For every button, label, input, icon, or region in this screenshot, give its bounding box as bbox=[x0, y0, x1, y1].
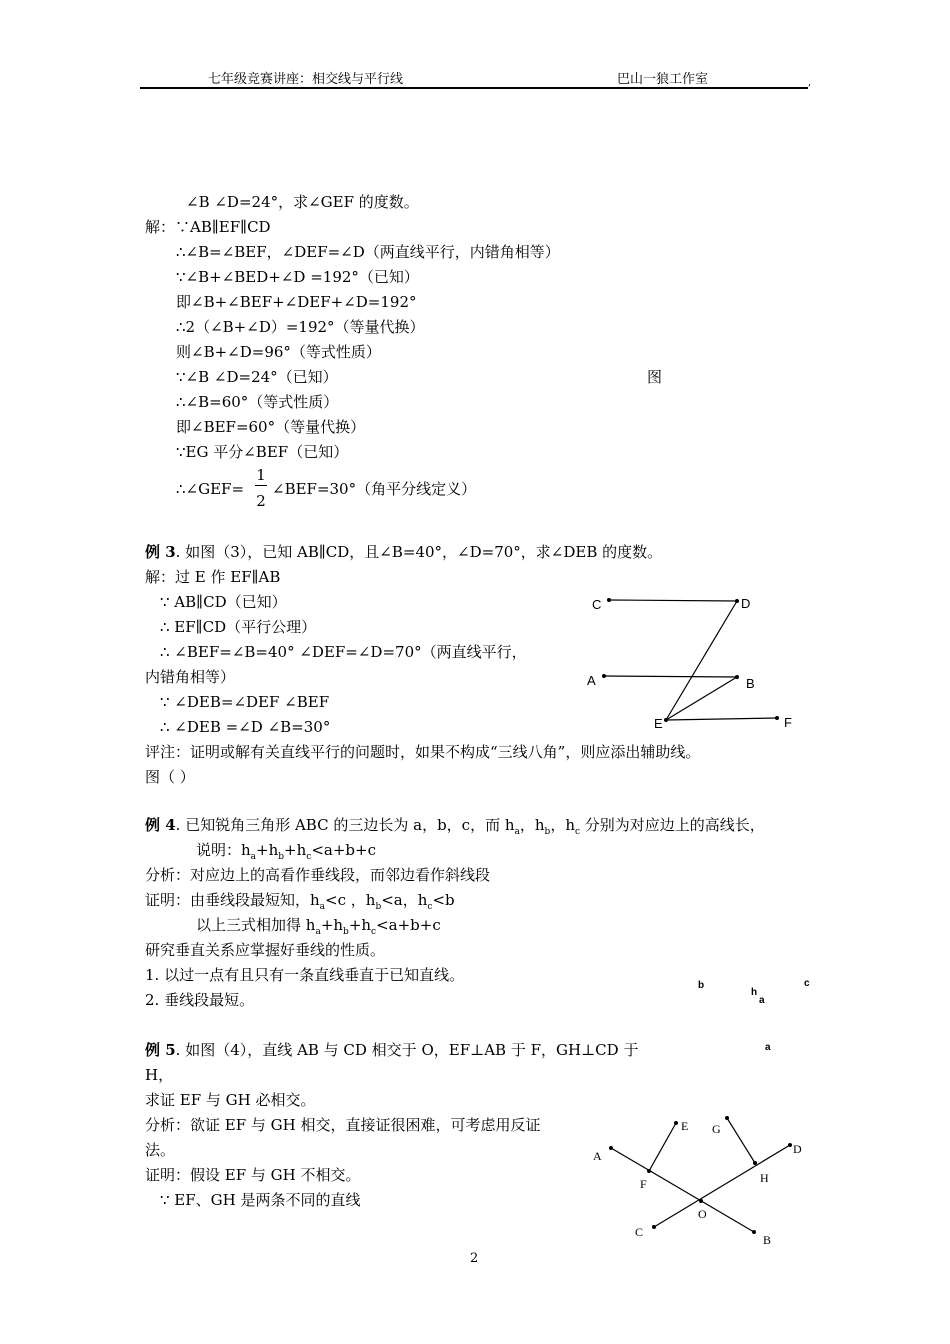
figure-3-diagram bbox=[580, 590, 800, 740]
label-d: D bbox=[793, 1142, 802, 1156]
line-ef bbox=[649, 1123, 676, 1171]
line-gh bbox=[727, 1118, 755, 1163]
ex4-sum: 以上三式相加得 $h_a+h_b+h_c<a+b+c$ bbox=[196, 916, 441, 937]
ex4-property-2: 2. 垂线段最短。 bbox=[145, 991, 255, 1009]
example-4-title: 例 4 bbox=[145, 816, 176, 834]
label-b: B bbox=[763, 1233, 772, 1247]
point-d bbox=[735, 599, 739, 603]
fig4-label-ha: a bbox=[759, 995, 765, 1006]
proof2-line: ∠B ∠D=24°，求∠GEF 的度数。 bbox=[186, 193, 419, 211]
header-rule bbox=[140, 87, 808, 89]
label-a: A bbox=[593, 1149, 602, 1163]
label-b: B bbox=[746, 676, 755, 691]
ex3-line: 内错角相等） bbox=[145, 668, 236, 686]
ex4-explain: 说明：$h_a+h_b+h_c<a+b+c$ bbox=[196, 841, 376, 862]
proof2-line: 即∠BEF=60°（等量代换） bbox=[176, 418, 366, 436]
ex5-line: 证明：假设 EF 与 GH 不相交。 bbox=[145, 1166, 361, 1184]
example-4-statement: 例 4. 已知锐角三角形 ABC 的三边长为 a，b，c，而 $h_a$，$h_b$，$h_c$ 分别为对应边上的高线长， bbox=[145, 816, 765, 837]
ex3-line: ∴ ∠DEB =∠D ∠B=30° bbox=[160, 718, 331, 736]
figure-caption: 图（ ） bbox=[145, 768, 195, 786]
header-mark: , bbox=[808, 77, 812, 88]
point-h bbox=[753, 1161, 757, 1165]
fig4-label-h: h bbox=[751, 987, 758, 998]
fraction-bar bbox=[255, 485, 267, 486]
proof2-line: 即∠B+∠BEF+∠DEF+∠D=192° bbox=[176, 293, 417, 311]
point-b bbox=[752, 1230, 756, 1234]
line-ab bbox=[611, 1148, 754, 1232]
point-a bbox=[602, 674, 606, 678]
ex4-proof: 证明：由垂线段最短知，$h_a<c$ ，$h_b<a$，$h_c<b$ bbox=[145, 891, 455, 912]
label-e: E bbox=[654, 716, 663, 731]
line-de bbox=[666, 601, 737, 720]
figure-4-diagram bbox=[590, 1110, 810, 1250]
line-cd bbox=[609, 600, 737, 601]
ex4-property-1: 1. 以过一点有且只有一条直线垂直于已知直线。 bbox=[145, 966, 465, 984]
line-cd bbox=[654, 1145, 790, 1227]
label-c: C bbox=[635, 1225, 644, 1239]
label-h: H bbox=[760, 1171, 769, 1185]
ex5-line: 分析：欲证 EF 与 GH 相交，直接证很困难，可考虑用反证 bbox=[145, 1116, 541, 1134]
proof2-line: ∠BEF=30°（角平分线定义） bbox=[272, 480, 477, 498]
label-d: D bbox=[741, 596, 751, 611]
example-5-statement: 例 5. 如图（4），直线 AB 与 CD 相交于 O，EF⊥AB 于 F，GH⊥CD 于 bbox=[145, 1041, 639, 1059]
ex5-line: 法。 bbox=[145, 1141, 176, 1159]
label-f: F bbox=[640, 1177, 647, 1191]
point-f bbox=[775, 716, 779, 720]
proof2-line: ∴∠GEF= bbox=[176, 480, 245, 498]
ex5-line: 求证 EF 与 GH 必相交。 bbox=[145, 1091, 316, 1109]
proof2-line: 则∠B+∠D=96°（等式性质） bbox=[176, 343, 381, 361]
proof2-line: ∴∠B=∠BEF，∠DEF=∠D（两直线平行，内错角相等） bbox=[176, 243, 560, 261]
proof2-line: ∴2（∠B+∠D）=192°（等量代换） bbox=[176, 318, 425, 336]
proof2-line: ∵∠B+∠BED+∠D =192°（已知） bbox=[176, 268, 419, 286]
line-ab bbox=[604, 676, 737, 677]
header-title: 七年级竞赛讲座：相交线与平行线 bbox=[208, 72, 404, 87]
header-studio: 巴山一狼工作室 bbox=[617, 72, 709, 87]
point-e bbox=[664, 718, 668, 722]
ex3-remark: 评注：证明或解有关直线平行的问题时，如果不构成“三线八角”，则应添出辅助线。 bbox=[145, 743, 701, 761]
ex4-remark: 研究垂直关系应掌握好垂线的性质。 bbox=[145, 941, 386, 959]
point-e bbox=[674, 1121, 678, 1125]
ex3-line: ∵ AB∥CD（已知） bbox=[160, 593, 287, 611]
example-3-statement: 例 3. 如图（3），已知 AB∥CD，且∠B=40°，∠D=70°，求∠DEB 的度数。 bbox=[145, 543, 663, 561]
point-g bbox=[725, 1116, 729, 1120]
proof2-line: ∵∠B ∠D=24°（已知） bbox=[176, 368, 338, 386]
label-c: C bbox=[592, 597, 602, 612]
label-o: O bbox=[698, 1207, 707, 1221]
fraction-numerator: 1 bbox=[256, 466, 266, 484]
fig4-label-b: b bbox=[698, 980, 705, 991]
example-3-title: 例 3 bbox=[145, 543, 176, 561]
line-be bbox=[666, 677, 737, 720]
ex5-line: H， bbox=[145, 1066, 174, 1084]
proof2-line: ∵EG 平分∠BEF（已知） bbox=[176, 443, 349, 461]
point-d bbox=[788, 1143, 792, 1147]
point-c bbox=[607, 598, 611, 602]
label-f: F bbox=[784, 715, 792, 730]
point-f bbox=[647, 1169, 651, 1173]
ex4-analysis: 分析：对应边上的高看作垂线段，而邻边看作斜线段 bbox=[145, 866, 491, 884]
label-e: E bbox=[681, 1119, 689, 1133]
example-5-title: 例 5 bbox=[145, 1041, 176, 1059]
line-ef bbox=[666, 718, 777, 720]
proof2-line: ∴∠B=60°（等式性质） bbox=[176, 393, 339, 411]
point-a bbox=[609, 1146, 613, 1150]
proof2-line: 解：∵AB∥EF∥CD bbox=[145, 218, 271, 236]
ex5-line: ∵ EF、GH 是两条不同的直线 bbox=[160, 1191, 361, 1209]
ex3-line: ∵ ∠DEB=∠DEF ∠BEF bbox=[160, 693, 330, 711]
figure-caption: 图 bbox=[647, 368, 663, 386]
ex3-line: ∴ EF∥CD（平行公理） bbox=[160, 618, 317, 636]
fig4-label-a: a bbox=[765, 1042, 771, 1053]
point-c bbox=[652, 1225, 656, 1229]
label-g: G bbox=[712, 1122, 721, 1136]
point-o bbox=[699, 1199, 703, 1203]
ex3-line: 解：过 E 作 EF∥AB bbox=[145, 568, 281, 586]
ex3-line: ∴ ∠BEF=∠B=40° ∠DEF=∠D=70°（两直线平行， bbox=[160, 643, 527, 661]
fig4-label-c: c bbox=[804, 978, 810, 989]
page-number: 2 bbox=[470, 1251, 479, 1266]
fraction-denominator: 2 bbox=[256, 492, 266, 510]
point-b bbox=[735, 675, 739, 679]
label-a: A bbox=[587, 673, 596, 688]
